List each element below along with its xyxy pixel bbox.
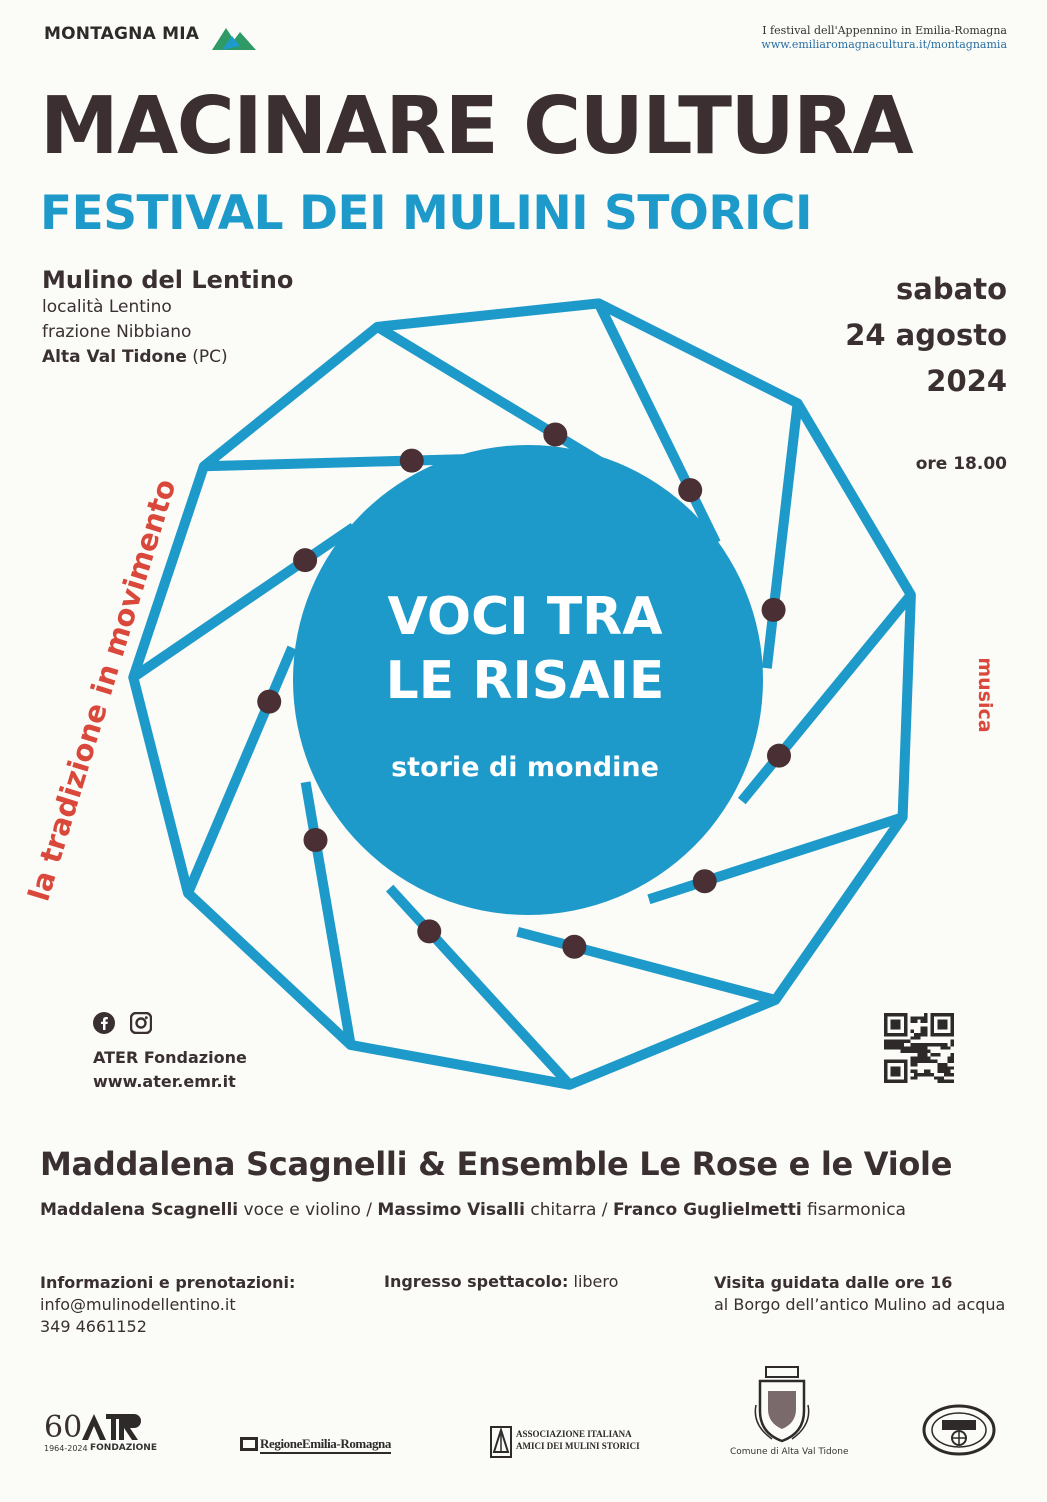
instagram-icon[interactable] [130,1012,152,1034]
poster-title: MACINARE CULTURA [40,80,913,172]
ingresso-block [384,1272,618,1291]
aperture-blade [204,459,471,466]
ingresso-value: libero [568,1272,619,1291]
regione-flag-icon [240,1437,258,1451]
tagline-url[interactable]: www.emiliaromagnacultura.it/montagnamia [761,38,1007,51]
comune-logo [728,1365,849,1465]
show-title [360,585,690,713]
performer-role: chitarra [524,1200,597,1220]
visita-detail: al Borgo dell’antico Mulino ad acqua [714,1295,1006,1314]
show-title-line1: VOCI TRA [387,587,663,647]
regione-name: RegioneEmilia-Romagna [260,1436,391,1454]
decorative-dot [762,598,786,622]
show-subtitle: storie di mondine [391,752,659,783]
decorative-dot [293,548,317,572]
poster-subtitle: FESTIVAL DEI MULINI STORICI [40,186,813,241]
ingresso-label: Ingresso spettacolo: [384,1272,569,1291]
mill-icon [490,1426,512,1458]
ater-60-number: 60 [44,1410,83,1445]
venue-locality: località Lentino [42,297,172,317]
info-phone[interactable]: 349 4661152 [40,1317,147,1336]
decorative-dot [257,690,281,714]
performer-name: Franco Guglielmetti [612,1200,802,1220]
separator: / [596,1200,613,1220]
decorative-dot [678,478,702,502]
decorative-dot [767,744,791,768]
aperture-blade [767,403,798,668]
aperture-blade [188,648,292,893]
brand-name: MONTAGNA MIA [44,24,200,44]
coat-of-arms-icon [752,1365,812,1445]
event-year: 2024 [926,364,1007,398]
ater-mark-icon [80,1412,142,1442]
event-day: sabato [896,272,1007,306]
ensemble-name: Maddalena Scagnelli & Ensemble Le Rose e le Viole [40,1145,953,1183]
ater-60-logo [44,1410,157,1460]
side-text-right: musica [974,657,996,733]
info-label: Informazioni e prenotazioni: [40,1273,296,1292]
performers-line [40,1200,906,1220]
ater-years: 1964-2024 [44,1444,88,1453]
separator: / [360,1200,378,1220]
aperture-blade [518,932,776,1000]
ater-fondazione: FONDAZIONE [90,1443,157,1453]
aiams-line2: AMICI DEI MULINI STORICI [516,1441,640,1451]
visita-label: Visita guidata dalle ore 16 [714,1273,953,1292]
comune-name: Comune di Alta Val Tidone [730,1447,849,1457]
performer-role: voce e violino [238,1200,361,1220]
regione-logo [240,1434,391,1456]
facebook-icon[interactable] [93,1012,115,1034]
visita-block [714,1272,1005,1316]
aperture-blade [377,327,605,465]
decorative-dot [543,422,567,446]
aiams-line1: ASSOCIAZIONE ITALIANA [516,1429,632,1439]
performer-name: Massimo Visalli [377,1200,525,1220]
ater-block [93,1046,247,1094]
decorative-dot [400,449,424,473]
ater-name: ATER Fondazione [93,1048,247,1067]
qr-code[interactable] [884,1013,954,1083]
mulino-lentino-logo-icon [922,1404,996,1456]
side-text-left: la tradizione in movimento [21,475,183,905]
info-block [40,1272,295,1338]
show-title-line2: LE RISAIE [385,651,665,711]
info-email[interactable]: info@mulinodellentino.it [40,1295,236,1314]
performer-role: fisarmonica [801,1200,906,1220]
event-day-month: 24 agosto [845,318,1007,352]
performer-name: Maddalena Scagnelli [40,1200,239,1220]
ater-url[interactable]: www.ater.emr.it [93,1072,236,1091]
decorative-dot [417,919,441,943]
venue-name: Mulino del Lentino [42,266,294,294]
venue-frazione: frazione Nibbiano [42,322,192,342]
decorative-dot [693,869,717,893]
event-time: ore 18.00 [915,454,1007,474]
decorative-dot [304,828,328,852]
social-icons [93,1012,162,1034]
venue-area-name: Alta Val Tidone [42,347,187,367]
tagline-text: I festival dell'Appennino in Emilia-Romagna [762,24,1007,37]
decorative-dot [562,935,586,959]
venue-province: (PC) [186,347,228,367]
aiams-logo [490,1424,650,1460]
